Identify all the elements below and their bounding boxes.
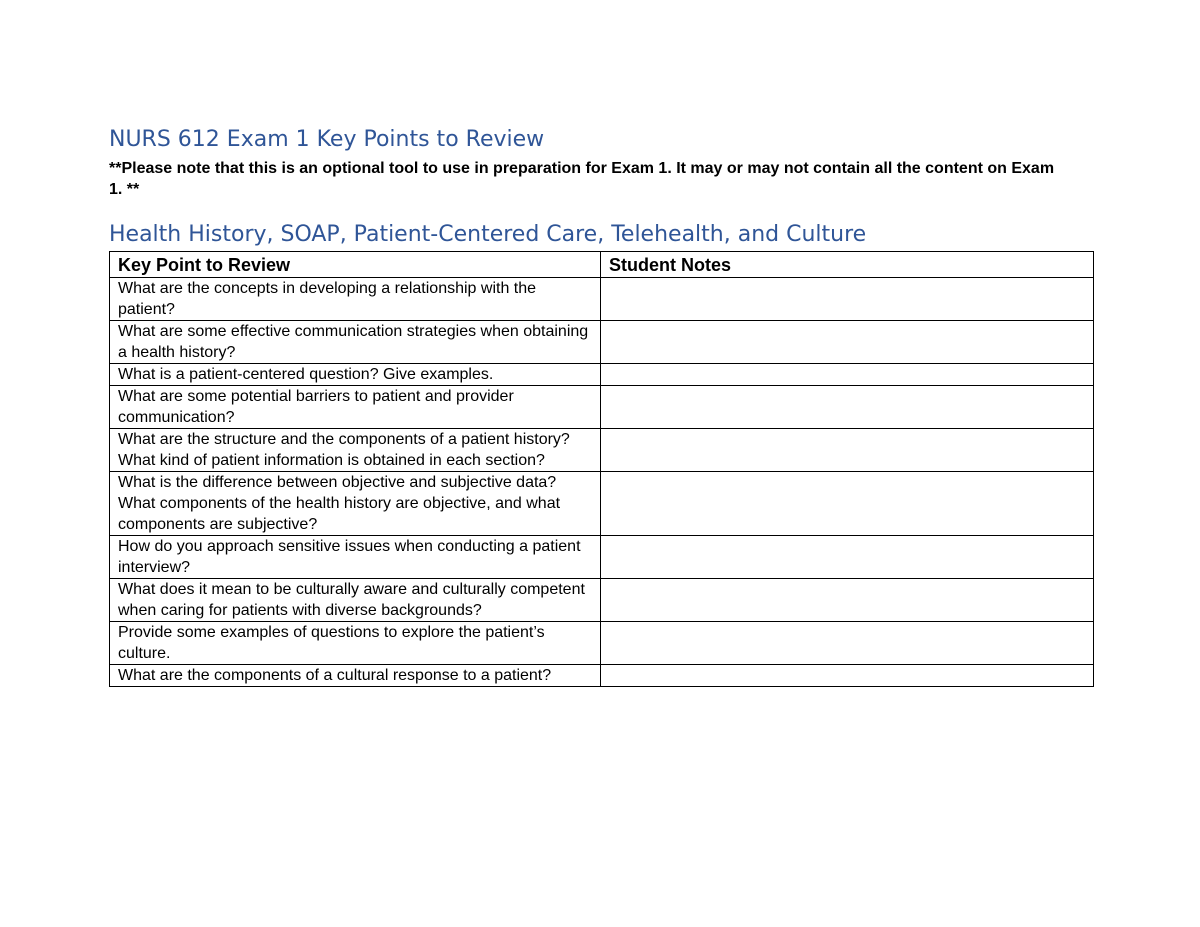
table-row <box>110 536 1094 579</box>
key-point-cell: What does it mean to be culturally aware and culturally competent when caring for patients with diverse backgrounds? <box>110 579 601 622</box>
table-row <box>110 622 1094 665</box>
key-point-cell: What are the components of a cultural response to a patient? <box>110 665 601 687</box>
table-header-row <box>110 252 1094 278</box>
student-notes-cell[interactable] <box>601 278 1094 321</box>
document-title: NURS 612 Exam 1 Key Points to Review <box>109 127 545 152</box>
student-notes-cell[interactable] <box>601 472 1094 536</box>
key-point-cell: Provide some examples of questions to explore the patient’s culture. <box>110 622 601 665</box>
table-row <box>110 429 1094 472</box>
key-point-cell: What are the structure and the components of a patient history? What kind of patient information is obtained in each section? <box>110 429 601 472</box>
table-row <box>110 579 1094 622</box>
key-point-cell: What is a patient-centered question? Give examples. <box>110 364 601 386</box>
key-point-cell: What are the concepts in developing a relationship with the patient? <box>110 278 601 321</box>
document-page <box>109 124 1093 687</box>
table-row <box>110 665 1094 687</box>
student-notes-cell[interactable] <box>601 429 1094 472</box>
table-row <box>110 321 1094 364</box>
student-notes-cell[interactable] <box>601 665 1094 687</box>
key-point-cell: What is the difference between objective and subjective data? What components of the health history are objective, and what components are subjective? <box>110 472 601 536</box>
key-point-cell: How do you approach sensitive issues when conducting a patient interview? <box>110 536 601 579</box>
table-row <box>110 386 1094 429</box>
table-row <box>110 472 1094 536</box>
student-notes-cell[interactable] <box>601 364 1094 386</box>
section-title: Health History, SOAP, Patient-Centered Care, Telehealth, and Culture <box>109 222 867 247</box>
student-notes-cell[interactable] <box>601 536 1094 579</box>
student-notes-cell[interactable] <box>601 386 1094 429</box>
table-row <box>110 278 1094 321</box>
student-notes-cell[interactable] <box>601 622 1094 665</box>
key-point-cell: What are some potential barriers to patient and provider communication? <box>110 386 601 429</box>
disclaimer-note: **Please note that this is an optional tool to use in preparation for Exam 1. It may or may not contain all the content on Exam 1. ** <box>109 160 1055 198</box>
key-point-cell: What are some effective communication strategies when obtaining a health history? <box>110 321 601 364</box>
header-key-point: Key Point to Review <box>110 252 601 278</box>
student-notes-cell[interactable] <box>601 321 1094 364</box>
table-row <box>110 364 1094 386</box>
key-points-table <box>109 251 1094 687</box>
student-notes-cell[interactable] <box>601 579 1094 622</box>
header-student-notes: Student Notes <box>601 252 1094 278</box>
